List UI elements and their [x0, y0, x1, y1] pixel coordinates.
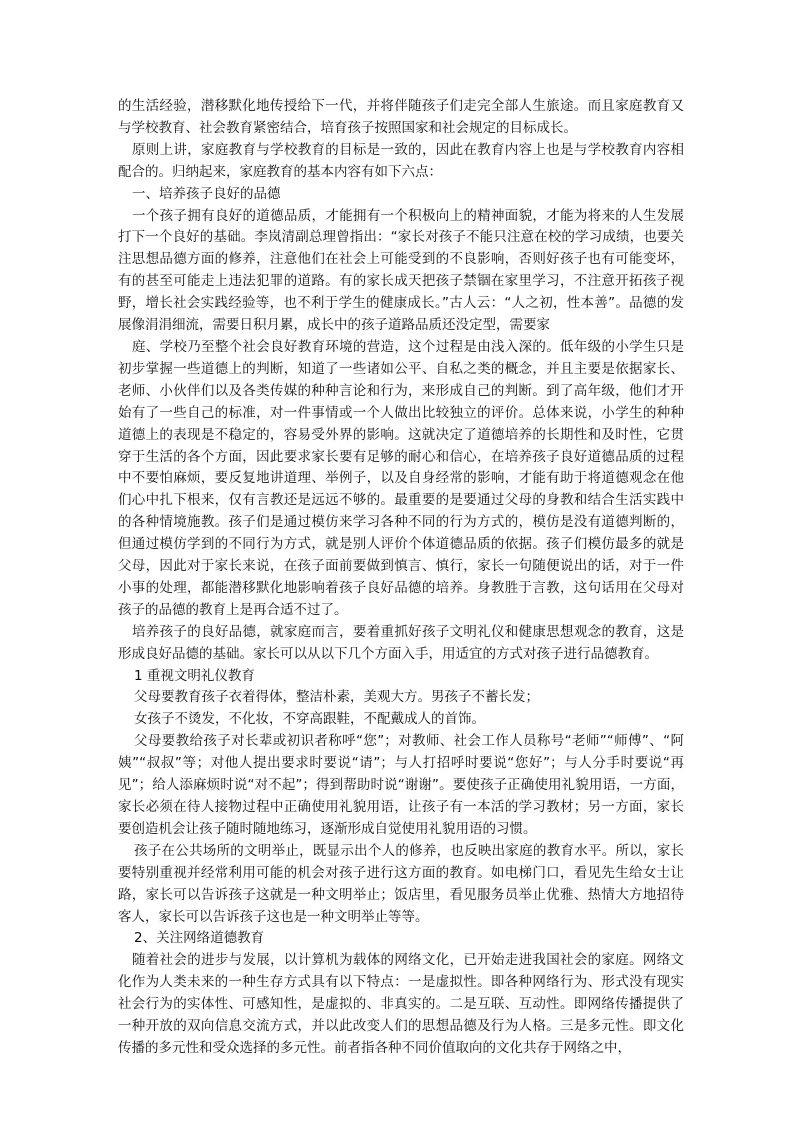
paragraph-public-manners: 孩子在公共场所的文明举止，既显示出个人的修养，也反映出家庭的教育水平。所以，家长要特别重视并经常利用可能的机会对孩子进行这方面的教育。如电梯门口，看见先生给女士让路，家长可以告诉孩子这就是一种文明举止；饭店里，看见服务员举止优雅、热情大方地招待客人，家长可以告诉孩子这也是一种文明举止等等。	[118, 842, 684, 925]
section-heading-moral: 一、培养孩子良好的品德	[132, 185, 281, 202]
document-page	[118, 96, 684, 1060]
paragraph-principle: 原则上讲，家庭教育与学校教育的目标是一致的，因此在教育内容上也是与学校教育内容相配合的。归纳起来，家庭教育的基本内容有如下六点：	[118, 141, 684, 180]
paragraph-moral-quality: 一个孩子拥有良好的道德品质，才能拥有一个积极向上的精神面貌，才能为将来的人生发展打下一个良好的基础。李岚清副总理曾指出：“家长对孩子不能只注意在校的学习成绩，也要关注思想品德方面的修养，注意他们在社会上可能受到的不良影响，否则好孩子也有可能变坏，有的甚至可能走上违法犯罪的道路。有的家长成天把孩子禁锢在家里学习，不注意开拓孩子视野，增长社会实践经验等，也不利于学生的健康成长。”古人云：“人之初，性本善”。品德的发展像涓涓细流，需要日积月累，成长中的孩子道路品质还没定型，需要家	[118, 207, 684, 334]
paragraph-cultivate-morality: 培养孩子的良好品德，就家庭而言，要着重抓好孩子文明礼仪和健康思想观念的教育，这是形成良好品德的基础。家长可以从以下几个方面入手，用适宜的方式对孩子进行品德教育。	[118, 623, 684, 662]
paragraph-dress: 父母要教育孩子衣着得体，整洁朴素，美观大方。男孩子不蓄长发；	[134, 689, 539, 706]
paragraph-girls: 女孩子不烫发，不化妆，不穿高跟鞋，不配戴成人的首饰。	[134, 711, 485, 728]
paragraph-network-culture: 随着社会的进步与发展，以计算机为载体的网络文化，已开始走进我国社会的家庭。网络文化作为人类未来的一种生存方式具有以下特点：一是虚拟性。即各种网络行为、形式没有现实社会行为的实体性、可感知性，是虚拟的、非真实的。二是互联、互动性。即网络传播提供了一种开放的双向信息交流方式，并以此改变人们的思想品德及行为人格。三是多元性。即文化传播的多元性和受众选择的多元性。前者指各种不同价值取向的文化共存于网络之中，	[118, 952, 684, 1056]
paragraph-continuation: 的生活经验，潜移默化地传授给下一代，并将伴随孩子们走完全部人生旅途。而且家庭教育又与学校教育、社会教育紧密结合，培育孩子按照国家和社会规定的目标成长。	[118, 98, 684, 136]
subheading-network-ethics: 2、关注网络道德教育	[134, 930, 265, 947]
paragraph-polite-words: 父母要教给孩子对长辈或初识者称呼“您”；对教师、社会工作人员称号“老师”“师傅”、“阿姨”“叔叔”等；对他人提出要求时要说“请”；与人打招呼时要说“您好”；与人分手时要说“再见”；给人添麻烦时说“对不起”；得到帮助时说“谢谢”。要使孩子正确使用礼貌用语，一方面，家长必须在待人接物过程中正确使用礼貌用语，让孩子有一本活的学习教材；另一方面，家长要创造机会让孩子随时随地练习，逐渐形成自觉使用礼貌用语的习惯。	[118, 733, 684, 837]
paragraph-moral-development: 庭、学校乃至整个社会良好教育环境的营造，这个过程是由浅入深的。低年级的小学生只是初步掌握一些道德上的判断，知道了一些诸如公平、自私之类的概念，并且主要是依据家长、老师、小伙伴们以及各类传媒的种种言论和行为，来形成自己的判断。到了高年级，他们才开始有了一些自己的标准，对一件事情或一个人做出比较独立的评价。总体来说，小学生的种种道德上的表现是不稳定的，容易受外界的影响。这就决定了道德培养的长期性和及时性，它贯穿于生活的各个方面，因此要求家长要有足够的耐心和信心，在培养孩子良好道德品质的过程中不要怕麻烦，要反复地讲道理、举例子，以及自身经常的影响，才能有助于将道德观念在他们心中扎下根来，仅有言教还是远远不够的。最重要的是要通过父母的身教和结合生活实践中的各种情境施教。孩子们是通过模仿来学习各种不同的行为方式的，模仿是没有道德判断的，但通过模仿学到的不同行为方式，就是别人评价个体道德品质的依据。孩子们模仿最多的就是父母，因此对于家长来说，在孩子面前要做到慎言、慎行，家长一句随便说出的话，对于一件小事的处理，都能潜移默化地影响着孩子良好品德的培养。身教胜于言教，这句话用在父母对孩子的品德的教育上是再合适不过了。	[118, 338, 684, 618]
subheading-etiquette: 1 重视文明礼仪教育	[134, 667, 255, 684]
